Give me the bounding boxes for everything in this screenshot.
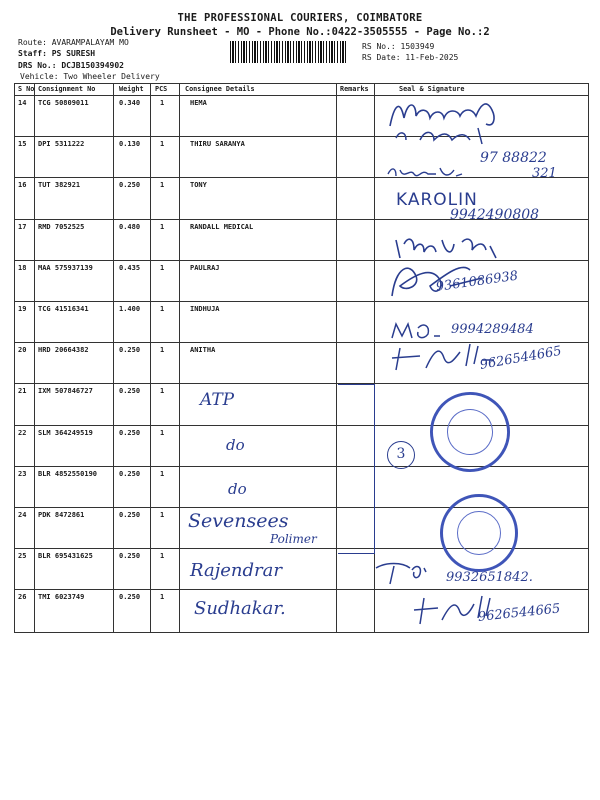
drs-line [18, 61, 124, 70]
hw-phone-row-25: 9932651842. [446, 570, 533, 585]
cell-sno: 26 [18, 593, 27, 602]
cell-pcs: 1 [160, 99, 165, 107]
cell-weight: 0.340 [119, 99, 141, 107]
cell-pcs: 1 [160, 593, 165, 602]
cell-consignment-no: PDK 8472861 [38, 511, 85, 519]
rs-date-label: RS Date: [362, 53, 401, 62]
hw-phone2-row-15: 321 [532, 166, 557, 181]
cell-weight: 0.250 [119, 181, 141, 190]
col-header-weight: Weight [119, 85, 144, 93]
cell-consignment-no: DPI 5311222 [38, 140, 85, 149]
cell-consignment-no: TMI 6023749 [38, 593, 85, 602]
hw-name-row-21: ATP [200, 390, 235, 410]
rs-date-value: 11-Feb-2025 [405, 53, 459, 62]
cell-pcs: 1 [160, 552, 165, 561]
route-label: Route: [18, 38, 47, 47]
cell-consignment-no: BLR 4852550190 [38, 469, 98, 478]
hw-name-row-23: do [228, 480, 247, 498]
hw-name-row-16: KAROLIN [396, 190, 478, 210]
hw-name-row-22: do [226, 436, 245, 454]
remarks-bracket [338, 384, 375, 554]
col-header-pcs: PCS [155, 85, 168, 93]
cell-sno: 22 [18, 428, 27, 437]
cell-consignment-no: SLM 364249519 [38, 428, 93, 437]
cell-consignment-no: RMD 7052525 [38, 222, 85, 231]
staff-line [18, 49, 95, 58]
cell-weight: 0.435 [119, 263, 141, 272]
hw-phone-row-26: 9626544665 [477, 601, 562, 625]
rs-date-line [362, 53, 458, 62]
cell-sno: 15 [18, 140, 27, 149]
hw-name-row-25: Rajendrar [190, 560, 282, 581]
col-header-consignee: Consignee Details [185, 85, 255, 93]
rs-no-value: 1503949 [400, 42, 435, 51]
cell-consignment-no: BLR 695431625 [38, 552, 93, 561]
cell-weight: 0.250 [119, 552, 141, 561]
cell-consignment-no: TCG 41516341 [38, 305, 89, 313]
vehicle-label: Vehicle: [20, 72, 59, 81]
col-header-consignment: Consignment No [38, 85, 96, 93]
cell-sno: 19 [18, 305, 27, 313]
cell-weight: 0.250 [119, 428, 141, 437]
cell-pcs: 1 [160, 387, 165, 396]
cell-consignee: RANDALL MEDICAL [190, 222, 254, 231]
barcode-image [230, 41, 346, 63]
cell-sno: 20 [18, 346, 27, 355]
circled-mark: 3 [387, 441, 415, 469]
cell-sno: 16 [18, 181, 27, 190]
cell-weight: 0.130 [119, 140, 141, 149]
cell-pcs: 1 [160, 428, 165, 437]
cell-weight: 1.400 [119, 305, 141, 313]
runsheet-subtitle: Delivery Runsheet - MO - Phone No.:0422-3505555 - Page No.:2 [110, 26, 490, 38]
cell-weight: 0.480 [119, 222, 141, 231]
cell-pcs: 1 [160, 346, 165, 355]
table-row [15, 220, 588, 261]
vehicle-value: Two Wheeler Delivery [63, 72, 160, 81]
cell-pcs: 1 [160, 222, 165, 231]
staff-label: Staff: [18, 49, 47, 58]
rs-no-line [362, 42, 434, 51]
cell-consignee: HEMA [190, 99, 207, 107]
cell-pcs: 1 [160, 263, 165, 272]
cell-weight: 0.250 [119, 511, 141, 519]
cell-pcs: 1 [160, 140, 165, 149]
cell-consignee: ANITHA [190, 346, 216, 355]
cell-sno: 18 [18, 263, 27, 272]
col-header-seal: Seal & Signature [399, 85, 465, 93]
col-header-remarks: Remarks [340, 85, 369, 93]
cell-sno: 21 [18, 387, 27, 396]
hw-phone-row-20: 9626544665 [478, 343, 563, 373]
hw-phone-row-16: 9942490808 [450, 207, 540, 223]
vehicle-line [20, 72, 160, 81]
hw-name-row-26: Sudhakar. [194, 598, 286, 619]
hw-phone-row-15: 97 88822 [480, 150, 547, 166]
hw-phone-row-19: 9994289484 [451, 322, 534, 337]
cell-weight: 0.250 [119, 346, 141, 355]
signature-row-14 [386, 88, 506, 148]
signature-row-25 [372, 558, 432, 586]
cell-pcs: 1 [160, 181, 165, 190]
signature-row-19 [388, 318, 458, 342]
cell-consignment-no: TCG 50809011 [38, 99, 89, 107]
cell-pcs: 1 [160, 305, 165, 313]
cell-sno: 24 [18, 511, 27, 519]
cell-sno: 14 [18, 99, 27, 107]
hw-name2-row-24: Polimer [270, 532, 317, 546]
cell-consignee: THIRU SARANYA [190, 140, 245, 149]
signature-row-15 [384, 160, 464, 184]
hw-phone-row-18: 9361086938 [434, 268, 519, 295]
drs-value: DCJB150394902 [61, 61, 124, 70]
hw-name-row-24: Sevensees [188, 510, 289, 532]
cell-consignee: PAULRAJ [190, 263, 220, 272]
cell-pcs: 1 [160, 511, 165, 519]
staff-value: PS SURESH [51, 49, 96, 58]
cell-consignment-no: MAA 575937139 [38, 263, 93, 272]
cell-sno: 17 [18, 222, 27, 231]
cell-consignee: TONY [190, 181, 207, 190]
cell-weight: 0.250 [119, 593, 141, 602]
cell-consignment-no: TUT 382921 [38, 181, 81, 190]
cell-sno: 23 [18, 469, 27, 478]
route-line [18, 38, 129, 47]
route-value: AVARAMPALAYAM MO [51, 38, 129, 47]
cell-weight: 0.250 [119, 469, 141, 478]
cell-pcs: 1 [160, 469, 165, 478]
rs-no-label: RS No.: [362, 42, 396, 51]
runsheet-title: THE PROFESSIONAL COURIERS, COIMBATORE [177, 12, 423, 24]
cell-weight: 0.250 [119, 387, 141, 396]
col-header-sno: S No [18, 85, 35, 93]
cell-consignee: INDHUJA [190, 305, 220, 313]
cell-consignment-no: IXM 507846727 [38, 387, 93, 396]
drs-label: DRS No.: [18, 61, 57, 70]
company-seal-stamp [440, 494, 518, 572]
cell-consignment-no: HRD 20664382 [38, 346, 89, 355]
cell-sno: 25 [18, 552, 27, 561]
